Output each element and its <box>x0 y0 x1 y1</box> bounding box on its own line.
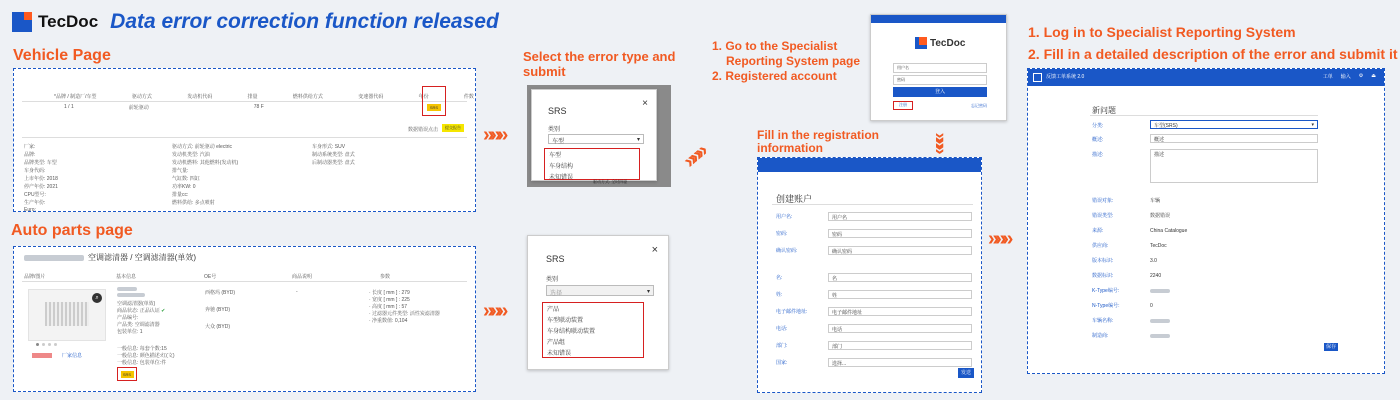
info-label: 来源: <box>1092 228 1104 234</box>
detail-cell: 停产年份: 2021 <box>24 184 58 190</box>
field-label: 姓: <box>776 292 783 298</box>
select-error-caption: Select the error type and submit <box>523 49 676 79</box>
field-label: 国家: <box>776 360 788 366</box>
registration-fields <box>776 208 976 371</box>
info-row <box>1092 283 1332 298</box>
detail-cell: CPU型号: <box>24 192 46 198</box>
autoparts-section-title: Auto parts page <box>11 222 133 239</box>
detail-cell: 车身代码: <box>24 168 46 174</box>
info-value: 3.0 <box>1150 257 1157 264</box>
report-info <box>1092 193 1332 343</box>
summary-input[interactable]: 概述 <box>1150 134 1318 143</box>
info-label: 错误类型: <box>1092 213 1114 219</box>
option-item[interactable]: 车身结构 <box>549 164 574 170</box>
info-label: 供应商: <box>1092 243 1109 249</box>
category-select[interactable]: 选择 ▾ <box>546 285 654 296</box>
detail-cell <box>172 207 312 215</box>
logout-icon[interactable]: ⏏ <box>1371 73 1376 79</box>
detail-row <box>24 159 464 167</box>
vehicle-section-title: Vehicle Page <box>13 47 111 64</box>
info-label: 制造商: <box>1092 333 1109 339</box>
category-options <box>544 148 640 180</box>
srs-highlight-box <box>422 86 446 116</box>
detail-cell: 燃料供给: 多点喷射 <box>172 200 215 206</box>
detail-cell: 后制动器类型: 盘式 <box>312 160 355 166</box>
autoparts-table-header: 品牌/图片 基本信息 OE号 商品说明 参数 <box>24 274 391 280</box>
info-row <box>1092 298 1332 313</box>
detail-cell: 厂家: <box>24 144 36 150</box>
app-logo-icon <box>1033 73 1042 82</box>
detail-cell: 品牌: <box>24 152 36 158</box>
info-value: TecDoc <box>1150 242 1167 249</box>
registration-caption: Fill in the registration information <box>757 128 880 155</box>
category-select[interactable]: 车型 ▾ <box>548 134 644 144</box>
close-icon[interactable]: × <box>651 244 658 256</box>
more-info: 一般信息: 每套个数:15 一般信息: 颜色描述:红(文) 一般信息: 包装单位:件 <box>117 346 175 366</box>
login-button[interactable]: 登入 <box>893 87 987 97</box>
option-item[interactable]: 产品 <box>547 307 560 313</box>
option-item[interactable]: 未知错误 <box>549 175 574 181</box>
info-value: 车辆 <box>1150 198 1161 204</box>
info-label: N-Type编号: <box>1092 303 1120 309</box>
detail-cell <box>312 167 452 175</box>
detail-cell: 驱动方式: 前轮驱动 electric <box>172 144 233 150</box>
field-input[interactable]: 电话 <box>828 324 972 333</box>
detail-cell: 发动机燃料: 其他燃料(发动机) <box>172 160 239 166</box>
detail-cell <box>312 199 452 207</box>
description-textarea[interactable]: 描述 <box>1150 149 1318 183</box>
info-row <box>1092 328 1332 343</box>
manufacturer-link[interactable]: 厂家信息 <box>62 353 83 359</box>
detail-row <box>24 183 464 191</box>
registration-panel <box>757 157 982 393</box>
srs-modal-1-backdrop <box>527 85 671 187</box>
field-label: 名: <box>776 275 783 281</box>
arrow-down-icon: »»» <box>930 132 951 151</box>
option-item[interactable]: 车型联动装置 <box>547 318 584 324</box>
forgot-password-link[interactable]: 忘记密码 <box>971 103 987 108</box>
arrow-right-icon: »»» <box>988 228 1010 250</box>
report-link[interactable]: 数据错误点击 <box>408 127 439 133</box>
zoom-icon[interactable]: ⌕ <box>92 293 102 303</box>
detail-cell: 车身形式: SUV <box>312 144 346 150</box>
option-item[interactable]: 未知错误 <box>547 351 572 357</box>
detail-row <box>24 175 464 183</box>
detail-cell: Euro: <box>24 207 36 213</box>
detail-row <box>24 191 464 199</box>
field-input[interactable]: 部门 <box>828 341 972 350</box>
info-row <box>1092 253 1332 268</box>
detail-cell <box>312 191 452 199</box>
field-label: 电子邮件地址: <box>776 309 808 315</box>
category-select[interactable]: 车型(SRS) ▾ <box>1150 120 1318 129</box>
detail-cell <box>312 175 452 183</box>
field-input[interactable]: 密码 <box>828 229 972 238</box>
field-label: 密码: <box>776 231 788 237</box>
registration-field <box>776 269 976 286</box>
option-item[interactable]: 车身结构联动装置 <box>547 329 596 335</box>
basic-info: 空调滤清器(单效) 商品状态: 正品认证 ✔ 产品编号: 产品类: 空调滤清器 包装单位: 1 <box>117 287 165 335</box>
detail-row <box>24 167 464 175</box>
caret-down-icon: ▾ <box>646 289 650 295</box>
report-save-button[interactable]: 保存 <box>1325 344 1336 350</box>
detail-cell: 气缸数: 四缸 <box>172 176 200 182</box>
login-brand: TecDoc <box>930 37 966 49</box>
report-button[interactable]: 提交报告 <box>442 124 464 132</box>
detail-cell: 排气量: <box>172 168 189 174</box>
registration-field <box>776 208 976 225</box>
login-password-input[interactable]: 密码 <box>893 75 987 85</box>
detail-cell: 功率KW: 0 <box>172 184 196 190</box>
caret-down-icon: ▾ <box>1311 122 1314 128</box>
vehicle-row: 1 / 1 前轮驱动 78 F <box>64 104 264 111</box>
option-item[interactable]: 产品组 <box>547 340 566 346</box>
registration-field <box>776 320 976 337</box>
srs-modal-title: SRS <box>546 254 565 264</box>
registration-field <box>776 354 976 371</box>
field-input[interactable]: 名 <box>828 273 972 282</box>
field-input[interactable]: 确认密码 <box>828 246 972 255</box>
option-item[interactable]: 车型 <box>549 153 562 159</box>
field-label: 确认密码: <box>776 248 798 254</box>
info-label: 数据标识: <box>1092 273 1114 279</box>
srs-modal-title: SRS <box>548 106 567 116</box>
close-icon[interactable]: × <box>642 98 648 109</box>
info-row <box>1092 193 1332 208</box>
info-value: China Catalogue <box>1150 227 1188 234</box>
info-row <box>1092 268 1332 283</box>
arrow-right-icon: »»» <box>483 124 505 146</box>
field-label: 用户名: <box>776 214 793 220</box>
detail-row <box>24 151 464 159</box>
register-link[interactable]: 注册 <box>893 101 913 110</box>
info-row <box>1092 313 1332 328</box>
detail-cell: 制动系统类型: 盘式 <box>312 152 355 158</box>
field-label: 电话: <box>776 326 788 332</box>
info-label: K-Type编号: <box>1092 288 1120 294</box>
field-label: 部门: <box>776 343 788 349</box>
srs-highlight-box-2 <box>117 367 137 381</box>
tecdoc-logo-icon <box>915 37 927 49</box>
field-input[interactable]: 选择... <box>828 358 972 367</box>
detail-cell: 生产年份: <box>24 200 46 206</box>
vehicle-srs-button[interactable]: SRS <box>427 104 441 111</box>
product-image[interactable] <box>28 289 106 341</box>
detail-cell: 排量cc: <box>172 192 189 198</box>
info-row <box>1092 223 1332 238</box>
detail-row <box>24 207 464 215</box>
info-row <box>1092 208 1332 223</box>
tecdoc-logo-icon <box>12 12 32 32</box>
caret-down-icon: ▾ <box>636 137 640 143</box>
report-panel: 反馈工单系统 2.0 工单 输入 ⚙ ⏏ 新问题 分类: 车型(SRS) ▾ 概述: 概述 描述: 描述 错误对象: 车辆 错误类型: 数据错误 来源: China Catalogue 供应商: TecDoc 版本标识: 3.0 数据标识: 2240 K-Type编号: N-Type编号: 0 车辆名称: 制造商: 保存 <box>1027 68 1385 374</box>
nav-input[interactable]: 输入 <box>1340 74 1351 80</box>
field-input[interactable]: 姓 <box>828 290 972 299</box>
headline: Data error correction function released <box>110 10 499 33</box>
product-title: 空调滤清器 / 空调滤清器(单效) <box>88 253 196 262</box>
login-steps: 1. Go to the Specialist Reporting System page 2. Registered account <box>712 39 861 83</box>
srs-modal-1 <box>531 89 657 181</box>
vehicle-page-panel <box>13 68 476 212</box>
info-value: 0 <box>1150 302 1153 309</box>
nav-tickets[interactable]: 工单 <box>1322 74 1333 80</box>
detail-cell <box>312 183 452 191</box>
info-label: 车辆名称: <box>1092 318 1114 324</box>
params: · 长度 [ mm ] : 279 · 宽度 [ mm ] : 225 · 高度 [ mm ] : 57 · 过滤器元件类型: 活性炭滤清器 · 净重数值: 0,104 <box>369 290 440 324</box>
srs-modal-2 <box>527 235 669 370</box>
login-username-input[interactable]: 用户名 <box>893 63 987 73</box>
info-label: 错误对象: <box>1092 198 1114 204</box>
registration-field <box>776 337 976 354</box>
login-panel <box>870 14 1007 121</box>
arrow-right-icon: »»» <box>483 300 505 322</box>
category-label: 类别 <box>548 127 561 133</box>
report-steps: 1. Log in to Specialist Reporting System 2. Fill in a detailed description of the error and submit it <box>1028 24 1398 62</box>
detail-row <box>24 143 464 151</box>
modal-footer-text: 驱动方式: 全时四驱 <box>593 179 628 184</box>
info-value: 2240 <box>1150 272 1162 279</box>
category-options <box>542 302 644 358</box>
detail-cell: 发动机类型: 汽油 <box>172 152 210 158</box>
verified-icon: ✔ <box>161 308 166 314</box>
category-label: 类别 <box>546 277 559 283</box>
brand-name: TecDoc <box>38 12 99 31</box>
registration-submit-button[interactable]: 发送 <box>958 368 974 378</box>
report-form-title: 新问题 <box>1092 106 1116 115</box>
registration-title: 创建账户 <box>776 194 813 204</box>
registration-field <box>776 242 976 259</box>
parts-srs-button[interactable]: SRS <box>121 371 134 378</box>
detail-cell: 上市年份: 2018 <box>24 176 58 182</box>
info-label: 版本标识: <box>1092 258 1114 264</box>
vehicle-details <box>24 143 464 215</box>
field-input[interactable]: 用户名 <box>828 212 972 221</box>
detail-cell: 品牌类型: 车型 <box>24 160 57 166</box>
registration-field <box>776 286 976 303</box>
detail-row <box>24 199 464 207</box>
report-app-title: 反馈工单系统 2.0 <box>1046 74 1085 80</box>
arrow-up-right-icon: »»» <box>679 141 710 173</box>
header <box>12 10 499 34</box>
info-row <box>1092 238 1332 253</box>
field-input[interactable]: 电子邮件地址 <box>828 307 972 316</box>
report-nav <box>1323 73 1376 80</box>
image-dots <box>36 343 57 346</box>
report-app-bar <box>1028 69 1384 86</box>
vehicle-table-header: *品牌 / 制造厂/车型 驱动方式 发动机代码 排量 燃料供给方式 变速器代码 年份 件数 <box>54 94 474 100</box>
detail-cell <box>312 207 452 215</box>
registration-field <box>776 225 976 242</box>
registration-field <box>776 303 976 320</box>
settings-icon[interactable]: ⚙ <box>1358 73 1364 79</box>
oe-numbers: 西格玛 (BYD) 奔驰 (BYD) 大众 (BYD) <box>205 290 236 330</box>
info-value: 数据错误 <box>1150 213 1171 219</box>
autoparts-page-panel: 空调滤清器 / 空调滤清器(单效) 品牌/图片 基本信息 OE号 商品说明 参数 ⌕ 厂家信息 空调滤清器(单效) 商品状态: 正品认证 ✔ 产品编号: 产品类: 空调滤清器 包装单位: 1 一般信息: 每套个数:15 一般信息: 颜色描述:红(文) 一般信息: 包装单位:件 SRS 西格玛 (BYD) 奔驰 (BYD) 大众 (BYD) - · 长度 [ mm ] : 279 · 宽度 [ mm ] : 225 · 高度 [ mm ] : 57 · 过滤器元件类型: 活性炭滤清器 · 净重数值: 0,104 <box>13 246 476 392</box>
